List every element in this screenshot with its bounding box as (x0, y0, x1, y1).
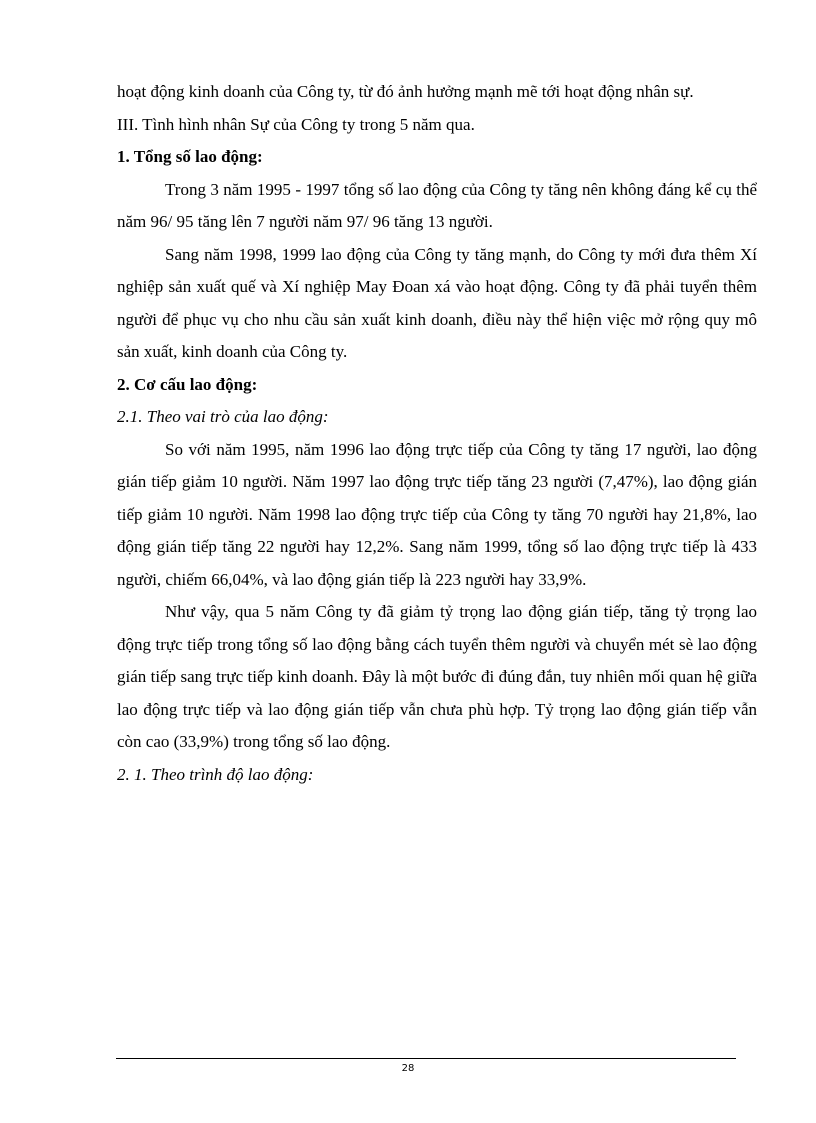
paragraph-role-comparison: So với năm 1995, năm 1996 lao động trực tiếp của Công ty tăng 17 người, lao động gián tiếp giảm 10 người. Năm 1997 lao động trực tiếp tăng 23 người (7,47%), lao động gián tiếp giảm 10 người. Năm 1998 lao động trực tiếp của Công ty tăng 70 người hay 21,8%, lao động gián tiếp tăng 22 người hay 12,2%. Sang năm 1999, tổng số lao động trực tiếp là 433 người, chiếm 66,04%, và lao động gián tiếp là 223 người hay 33,9%. (117, 439, 757, 589)
subheading-by-role: 2.1. Theo vai trò của lao động: (117, 407, 329, 426)
heading-labor-structure: 2. Cơ cấu lao động: (117, 374, 258, 394)
paragraph-labor-1998-1999: Sang năm 1998, 1999 lao động của Công ty tăng mạnh, do Công ty mới đưa thêm Xí nghiệp sản xuất quế và Xí nghiệp May Đoan xá vào hoạt động. Công ty đã phải tuyển thêm người để phục vụ cho nhu cầu sản xuất kinh doanh, điều này thể hiện việc mở rộng quy mô sản xuất, kinh doanh của Công ty. (117, 244, 757, 361)
heading-total-labor: 1. Tổng số lao động: (117, 147, 263, 166)
page-number: 28 (401, 1063, 415, 1074)
paragraph-role-conclusion: Như vậy, qua 5 năm Công ty đã giảm tỷ trọng lao động gián tiếp, tăng tỷ trọng lao động trực tiếp trong tổng số lao động bằng cách tuyển thêm người và chuyển mét sè lao động gián tiếp sang trực tiếp kinh doanh. Đây là một bước đi đúng đắn, tuy nhiên mối quan hệ giữa lao động trực tiếp và lao động gián tiếp vẫn chưa phù hợp. Tỷ trọng lao động gián tiếp vẫn còn cao (33,9%) trong tổng số lao động. (117, 602, 757, 751)
footer-divider (116, 1058, 736, 1059)
page-body (117, 76, 757, 791)
section-heading-iii: III. Tình hình nhân Sự của Công ty trong 5 năm qua. (117, 114, 475, 134)
paragraph-continuation: hoạt động kinh doanh của Công ty, từ đó ảnh hưởng mạnh mẽ tới hoạt động nhân sự. (117, 82, 694, 101)
subheading-by-qualification: 2. 1. Theo trình độ lao động: (117, 764, 314, 784)
paragraph-labor-1995-1997: Trong 3 năm 1995 - 1997 tổng số lao động của Công ty tăng nên không đáng kể cụ thể năm 96/ 95 tăng lên 7 người năm 97/ 96 tăng 13 người. (117, 179, 757, 231)
